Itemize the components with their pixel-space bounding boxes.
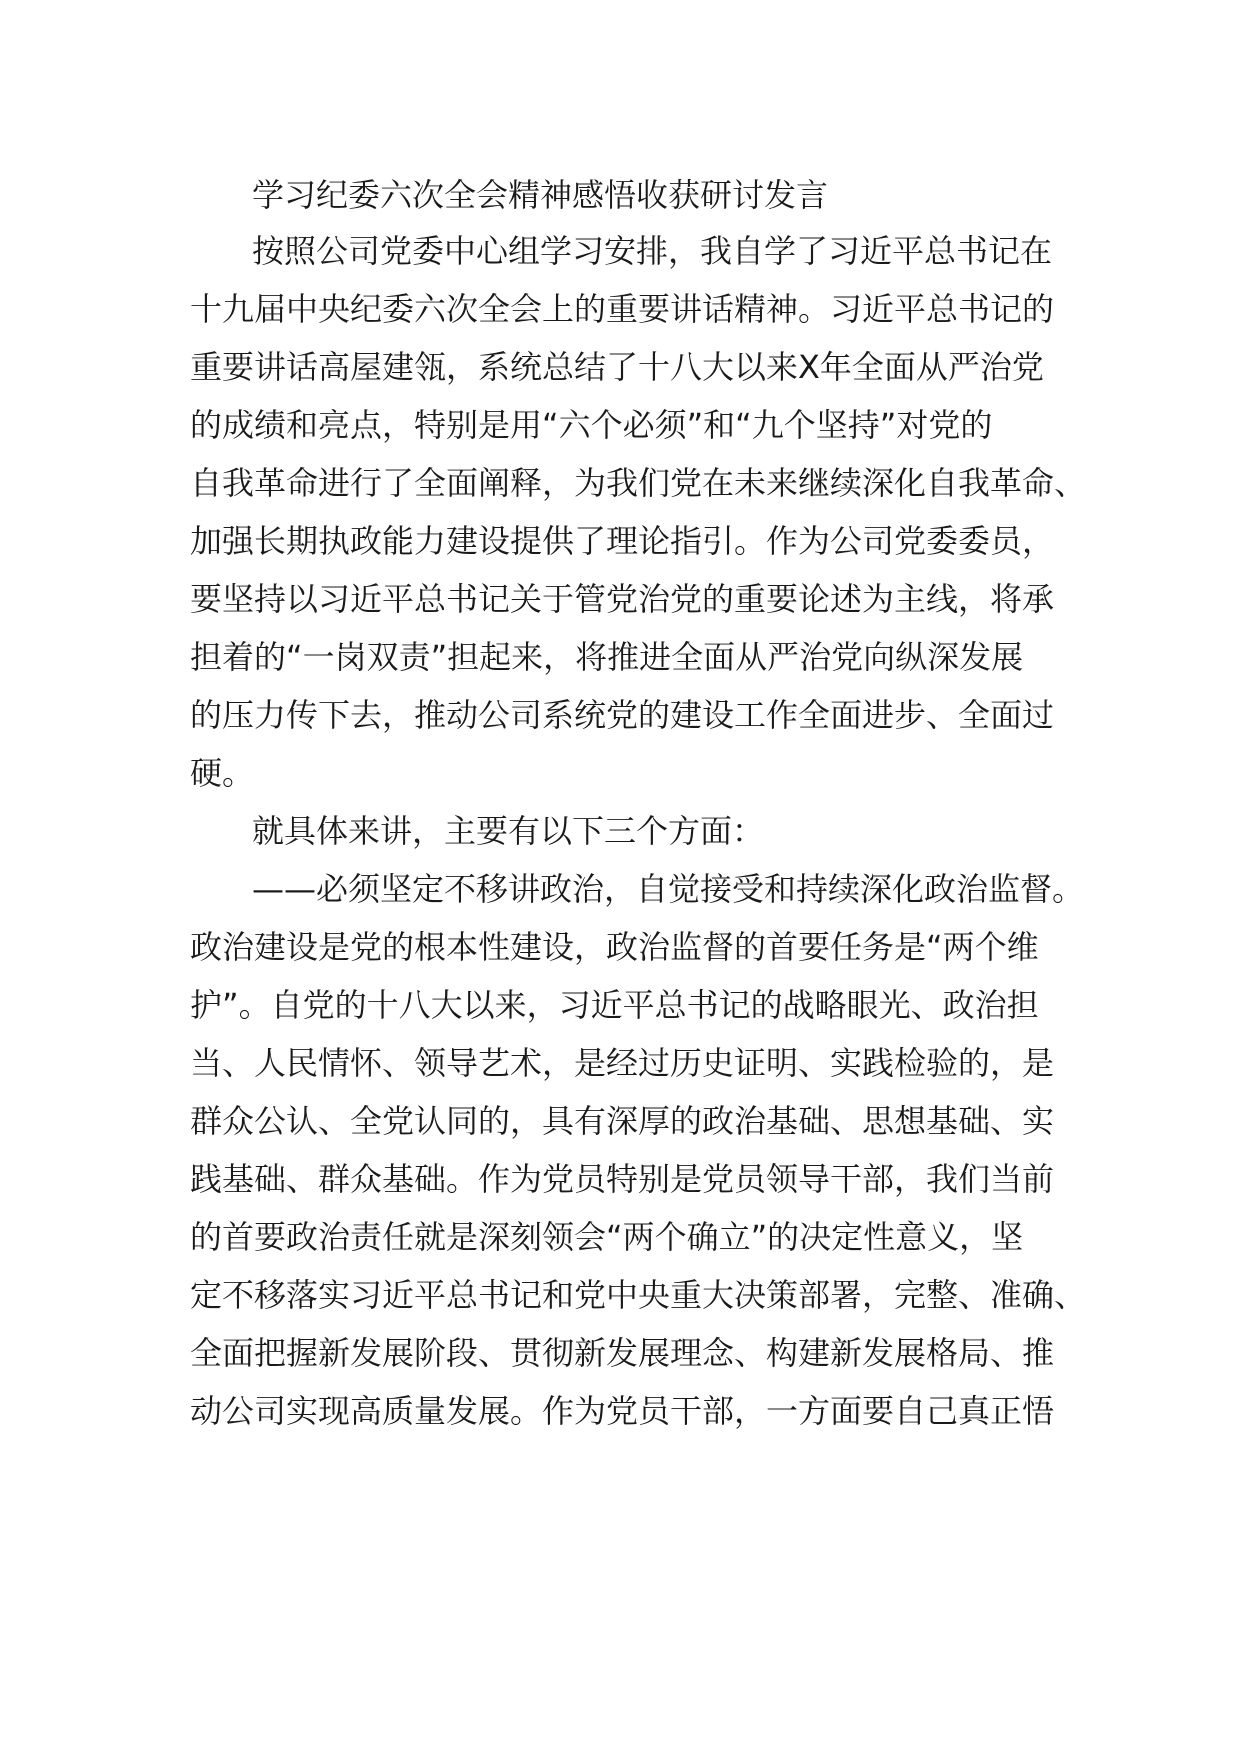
paragraph-line: 十九届中央纪委六次全会上的重要讲话精神。习近平总书记的 [190,290,1055,328]
paragraph-line: 全面把握新发展阶段、贯彻新发展理念、构建新发展格局、推 [190,1334,1055,1372]
paragraph-line: 政治建设是党的根本性建设，政治监督的首要任务是“两个维 [190,928,1039,966]
paragraph-line: ——必须坚定不移讲政治，自觉接受和持续深化政治监督。 [252,870,1085,908]
paragraph-line: 的成绩和亮点，特别是用“六个必须”和“九个坚持”对党的 [190,406,993,444]
paragraph-line: 践基础、群众基础。作为党员特别是党员领导干部，我们当前 [190,1160,1055,1198]
paragraph-line: 群众公认、全党认同的，具有深厚的政治基础、思想基础、实 [190,1102,1055,1140]
document-title: 学习纪委六次全会精神感悟收获研讨发言 [252,176,829,214]
paragraph-line: 动公司实现高质量发展。作为党员干部，一方面要自己真正悟 [190,1392,1055,1430]
paragraph-line: 护”。自党的十八大以来，习近平总书记的战略眼光、政治担 [190,986,1039,1024]
paragraph-line: 要坚持以习近平总书记关于管党治党的重要论述为主线，将承 [190,580,1055,618]
paragraph-line: 的压力传下去，推动公司系统党的建设工作全面进步、全面过 [190,696,1055,734]
paragraph-line: 重要讲话高屋建瓴，系统总结了十八大以来X年全面从严治党 [190,348,1044,386]
paragraph-line: 自我革命进行了全面阐释，为我们党在未来继续深化自我革命、 [190,464,1087,502]
paragraph-line: 当、人民情怀、领导艺术，是经过历史证明、实践检验的，是 [190,1044,1055,1082]
paragraph-line: 担着的“一岗双责”担起来，将推进全面从严治党向纵深发展 [190,638,1024,676]
paragraph-line: 就具体来讲，主要有以下三个方面： [252,812,765,850]
paragraph-line: 硬。 [190,754,255,792]
paragraph-line: 加强长期执政能力建设提供了理论指引。作为公司党委委员， [190,522,1055,560]
paragraph-line: 的首要政治责任就是深刻领会“两个确立”的决定性意义，坚 [190,1218,1024,1256]
paragraph-line: 按照公司党委中心组学习安排，我自学了习近平总书记在 [252,232,1053,270]
paragraph-line: 定不移落实习近平总书记和党中央重大决策部署，完整、准确、 [190,1276,1087,1314]
